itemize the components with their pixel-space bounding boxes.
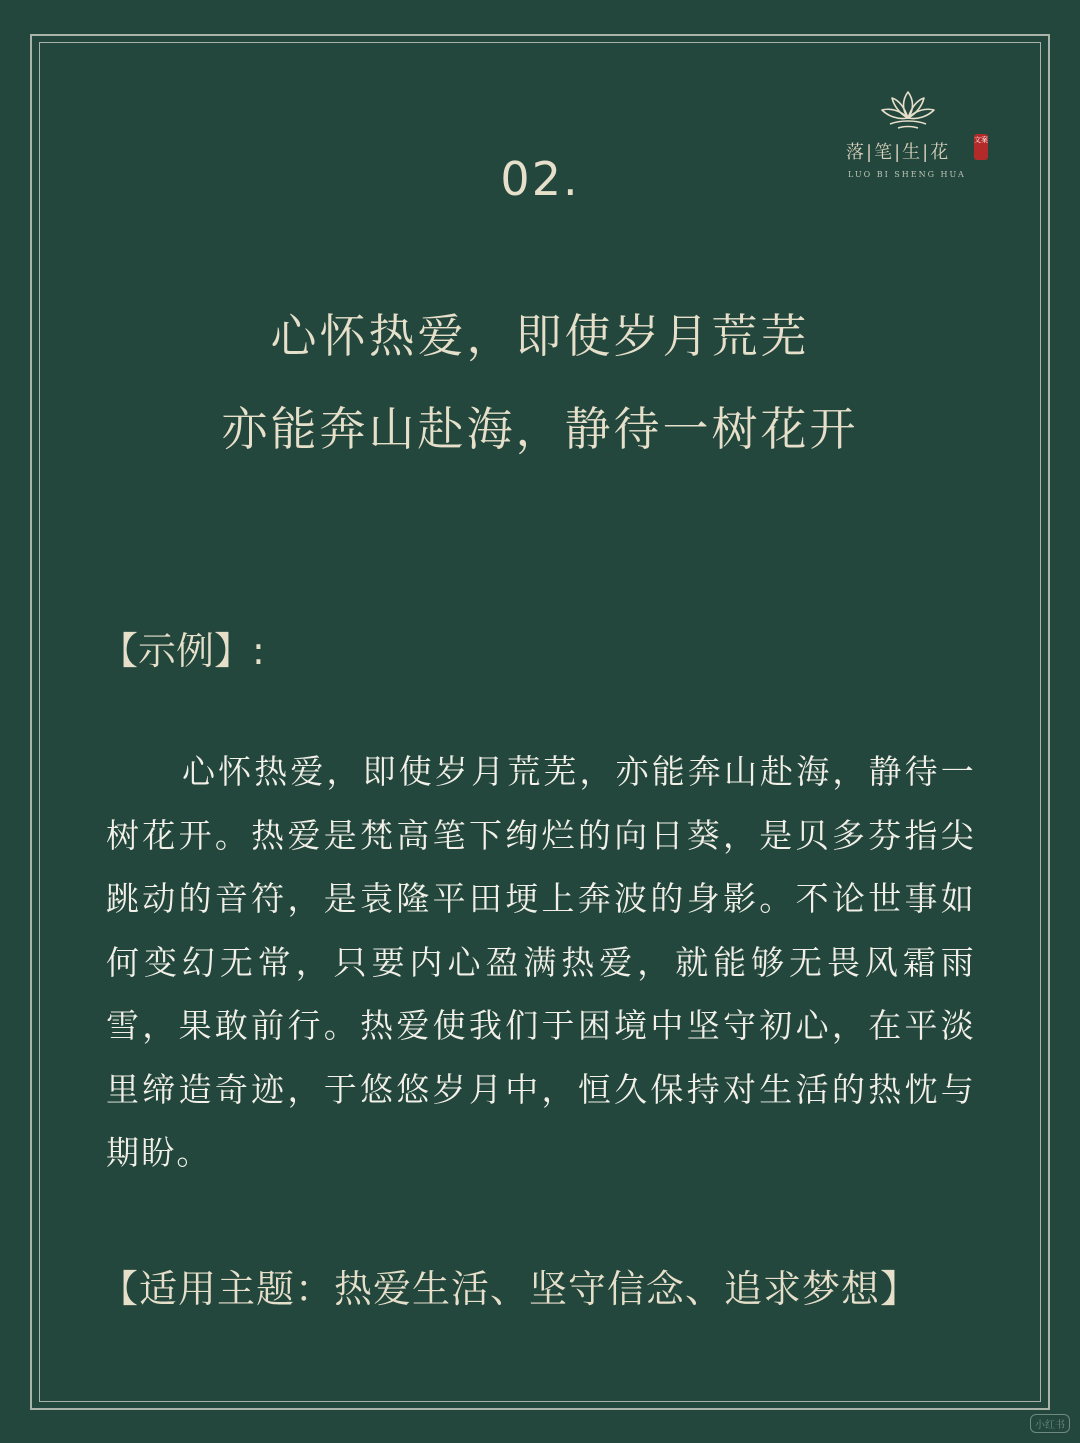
logo-romanization: LUO BI SHENG HUA xyxy=(848,170,966,179)
logo-seal-stamp: 文案 xyxy=(974,134,988,160)
example-paragraph: 心怀热爱，即使岁月荒芜，亦能奔山赴海，静待一树花开。热爱是梵高笔下绚烂的向日葵，是贝多芬指尖跳动的音符，是袁隆平田埂上奔波的身影。不论世事如何变幻无常，只要内心盈满热爱，就能够无畏风霜雨雪，果敢前行。热爱使我们于困境中坚守初心，在平淡里缔造奇迹，于悠悠岁月中，恒久保持对生活的热忱与期盼。 xyxy=(106,752,976,1172)
inner-border xyxy=(39,42,1041,1402)
lotus-icon xyxy=(876,88,940,132)
title-line-1: 心怀热爱，即使岁月荒芜 xyxy=(270,309,810,363)
watermark: 小红书 xyxy=(1030,1414,1070,1433)
section-number: 02. xyxy=(500,152,580,206)
example-label: 【示例】: xyxy=(100,629,265,673)
applicable-theme: 【适用主题：热爱生活、坚守信念、追求梦想】 xyxy=(100,1267,920,1311)
title-line-2: 亦能奔山赴海，静待一树花开 xyxy=(221,402,859,456)
logo-text: 落|笔|生|花 xyxy=(846,142,951,163)
